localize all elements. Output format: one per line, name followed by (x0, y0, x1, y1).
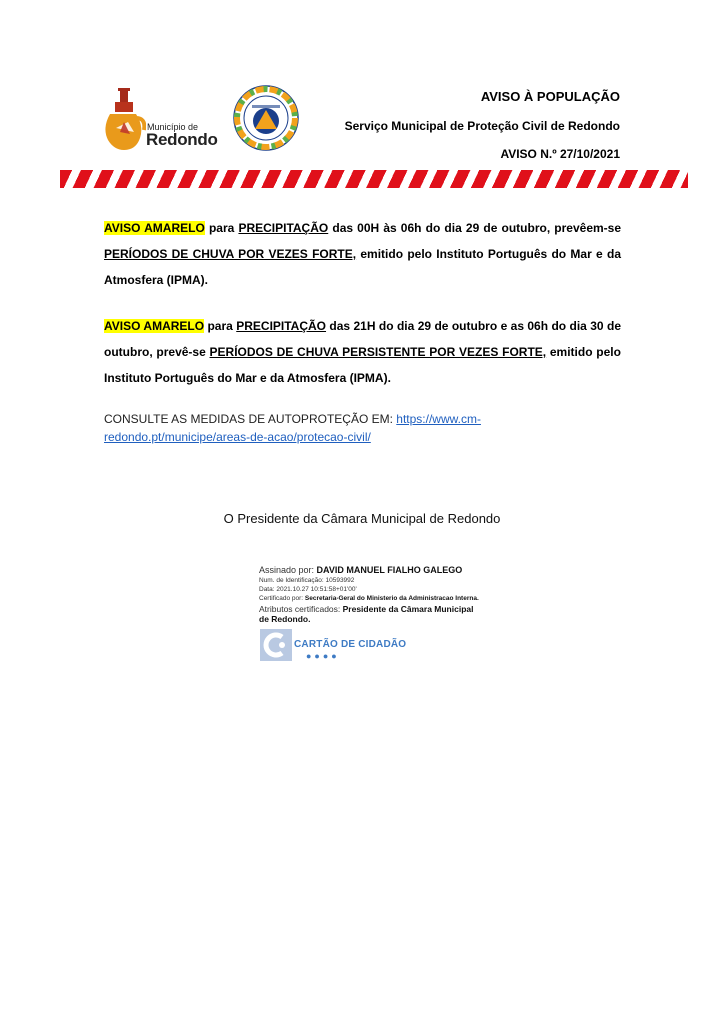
date-line: Data: 2021.10.27 10:51:58+01'00' (259, 586, 357, 593)
text-segment: emitido pelo Instituto Português do Mar e da Atmosfera (IPMA). (104, 345, 621, 385)
signed-by-line (259, 565, 479, 576)
hazard-description: PERÍODOS DE CHUVA PERSISTENTE POR VEZES FORTE, (209, 345, 547, 359)
hazard-type: PRECIPITAÇÃO (238, 221, 329, 235)
text-segment: emitido pelo Instituto Português do Mar e da Atmosfera (IPMA). (104, 247, 621, 287)
cert-authority: Secretaria-Geral do Ministerio da Administracao Interna. (304, 595, 479, 602)
service-name: Serviço Municipal de Proteção Civil de Redondo (344, 119, 620, 133)
logo-big-text: Redondo (146, 130, 218, 149)
self-protection-measures (104, 410, 621, 446)
consult-label: CONSULTE AS MEDIDAS DE AUTOPROTEÇÃO EM: (104, 412, 397, 426)
attr-label: Atributos certificados: (259, 604, 343, 614)
notice-number: AVISO N.º 27/10/2021 (500, 147, 620, 161)
jug-tower-icon (100, 88, 146, 152)
text-segment: para (204, 221, 239, 235)
cartao-cidadao-label: CARTÃO DE CIDADÃO (294, 639, 407, 650)
civil-protection-emblem-icon (233, 85, 299, 151)
alert-level-highlight: AVISO AMARELO (104, 221, 205, 235)
warning-paragraph-1 (104, 215, 621, 293)
protecao-civil-link[interactable]: https://www.cm-redondo.pt/municipe/areas-de-acao/protecao-civil/ (104, 412, 481, 444)
alert-level-highlight: AVISO AMARELO (104, 319, 205, 333)
logo-small-text: Município de (147, 122, 199, 132)
cartao-cidadao-badge (260, 629, 410, 661)
signed-by-label: Assinado por: (259, 565, 317, 575)
protecao-civil-logo (233, 85, 299, 151)
hazard-type: PRECIPITAÇÃO (236, 319, 327, 333)
cartao-cidadao-icon (260, 629, 292, 661)
certified-by-line (259, 594, 479, 603)
digital-signature (259, 565, 479, 624)
attr-value: Presidente da Câmara Municipal de Redondo. (259, 604, 474, 624)
cartao-cidadao-dots: ●●●● (306, 651, 340, 661)
warning-paragraph-2 (104, 313, 621, 391)
cert-label: Certificado por: (259, 595, 305, 602)
municipio-redondo-logo (100, 88, 230, 152)
hazard-description: PERÍODOS DE CHUVA POR VEZES FORTE, (104, 247, 357, 261)
text-segment: das 00H às 06h do dia 29 de outubro, prevêem-se (328, 221, 622, 235)
certified-attributes (259, 604, 479, 624)
notice-title: AVISO À POPULAÇÃO (480, 89, 620, 104)
signatory-title: O Presidente da Câmara Municipal de Redondo (223, 511, 501, 526)
signer-name: DAVID MANUEL FIALHO GALEGO (316, 565, 463, 575)
warning-stripe-divider (60, 170, 688, 188)
text-segment: das 21H do dia 29 de outubro e as 06h do dia 30 de outubro, prevê-se (104, 319, 622, 359)
id-line: Num. de Identificação: 10593992 (259, 577, 355, 584)
text-segment: para (204, 319, 237, 333)
